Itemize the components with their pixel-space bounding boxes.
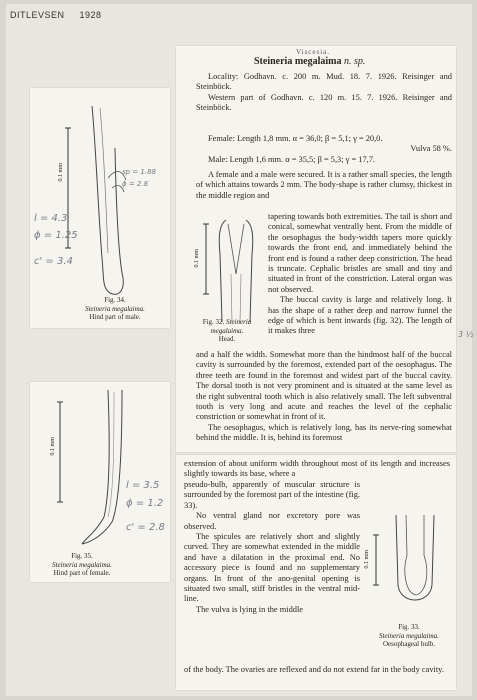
fig35-note-phi: ϕ = 1.2 <box>126 498 164 509</box>
paragraph-1a: A female and a male were secured. It is a rather small species, the length of which attains towards 2 mm. The body-shape is rather clumsy, thickest in the middle region and <box>196 170 452 200</box>
text-card-upper <box>176 46 456 452</box>
fig35-note-c: c' = 2.8 <box>126 522 165 533</box>
fig32-caption-number: Fig. 32. <box>202 318 225 326</box>
paragraph-1b: tapering towards both extremities. The tail is short and conical, somewhat ventrally bent. From the middle of the oesophagus the body-width tapers more quickly towards the front end, and immediately behind the front end is found a rather deep constriction. The head is truncate. Cephalic bristles are small and tiny and situated in front of the constriction. Lateral organ was not observed. <box>268 212 452 294</box>
fig33-caption <box>366 623 452 649</box>
fig34-caption-number: Fig. 34. <box>104 296 126 304</box>
female-measure: Female: Length 1,8 mm. α = 36,0; β = 5,1; γ = 20,0. <box>208 134 383 143</box>
fig32-caption-desc: Head. <box>218 335 236 344</box>
fig32-drawing <box>198 214 258 324</box>
paragraph-2b: and a half the width. Somewhat more than the hindmost half of the buccal cavity is surrounded by the foremost, extended part of the oesophagus. The three teeth are found in the foremost and widest part of the buccal cavity. The dorsal tooth is not very prominent and is situated at the same level as the right subventral tooth which is also relatively small. The left subventral tooth is very long and acute and reaches the level of the cephalic constriction or somewhat in front of it. <box>196 350 452 422</box>
vulva-measure: Vulva 58 %. <box>410 144 452 154</box>
fig32-caption <box>194 318 260 344</box>
fig33-caption-number: Fig. 33. <box>398 623 420 631</box>
fig34-note-sp: sp = 1.88 <box>122 168 156 176</box>
fig32-scale-label: 0.1 mm <box>193 249 200 268</box>
paragraph-5: No ventral gland nor excretory pore was observed. <box>184 511 360 531</box>
locality-2: Western part of Godhavn. c. 120 m. 15. 7. 1926. Reisinger and Steinböck. <box>196 92 452 113</box>
species-suffix: n. sp. <box>343 56 366 67</box>
paragraph-4b: pseudo-bulb, apparently of muscular structure is surrounded by the foremost part of the intestine (fig. 33). <box>184 480 360 510</box>
locality-1: Locality: Godhavn. c. 200 m. Mud. 18. 7. 1926. Reisinger and Steinböck. <box>196 72 452 92</box>
paragraph-7a: The vulva is lying in the middle <box>196 604 303 614</box>
fig33-caption-species: Steineria megalaima. <box>379 631 439 640</box>
figure-card-35 <box>30 382 170 582</box>
fig34-note-phi: ϕ = 1.25 <box>34 230 78 241</box>
fig35-scale-label: 0.1 mm <box>49 437 56 456</box>
fig34-note-l: l = 4.3 <box>34 213 68 224</box>
fig34-note-sp2: ϕ = 2.8 <box>122 180 149 188</box>
locality-block <box>196 72 452 114</box>
fig32-caption-species: Steineria megalaima. <box>210 318 252 335</box>
fig35-caption-desc: Hind part of female. <box>53 569 111 578</box>
fig34-caption-desc: Hind part of male. <box>89 313 141 322</box>
fig35-note-l: l = 3.5 <box>126 480 160 491</box>
fig33-caption-desc: Oesophageal bulb. <box>382 640 436 649</box>
measurement-block <box>196 134 452 165</box>
fig34-caption-species: Steineria megalaima. <box>85 304 145 313</box>
paragraph-7b: of the body. The ovaries are reflexed and do not extend far in the body cavity. <box>184 665 444 674</box>
fig33-drawing <box>376 515 446 615</box>
family-fragment: Viscesia. <box>296 48 331 56</box>
paragraph-7-full <box>184 665 450 675</box>
fig35-caption-species: Steineria megalaima. <box>52 560 112 569</box>
running-header <box>10 10 102 20</box>
header-year: 1928 <box>79 10 102 20</box>
fig35-caption-number: Fig. 35. <box>71 552 93 560</box>
species-name: Steineria megalaima <box>254 56 342 67</box>
paragraph-1-full <box>196 170 452 201</box>
header-author: DITLEVSEN <box>10 10 65 20</box>
paragraph-wrap-block <box>268 212 452 337</box>
paragraph-4-full <box>184 459 450 480</box>
species-title <box>254 56 365 67</box>
margin-note: 3 ½ <box>458 330 474 339</box>
fig34-note-c: c' = 3.4 <box>34 256 73 267</box>
paragraph-6: The spicules are relatively short and slightly curved. They are somewhat extended in the middle and have a dilatation in the proximal end. No accessory piece is found and no supplementary organs. In front of the ano-genital opening is situated two small, stiff bristles in the ventral mid-line. <box>184 532 360 604</box>
lower-wrap-block <box>184 480 360 615</box>
fig34-caption <box>70 296 160 322</box>
paragraph-2a: The buccal cavity is large and relatively long. It has the shape of a rather deep and narrow funnel the edge of which is bent inwards (fig. 32). The length of it makes three <box>268 295 452 336</box>
fig34-scale-label: 0.1 mm <box>57 163 64 182</box>
fig35-caption <box>32 552 132 578</box>
paragraph-full-block <box>196 350 452 444</box>
paragraph-4a: extension of about uniform width throughout most of its length and increases slightly towards its base, where a <box>184 459 450 479</box>
paragraph-3: The oesophagus, which is relatively long, has its nerve-ring somewhat behind the middle. It is, behind its foremost <box>196 422 452 443</box>
fig33-scale-label: 0.1 mm <box>363 550 370 569</box>
fig34-drawing <box>30 88 170 328</box>
male-measure: Male: Length 1,6 mm. α = 35,5; β = 5,3; γ = 17,7. <box>208 154 376 164</box>
text-card-lower <box>176 455 456 690</box>
figure-card-34 <box>30 88 170 328</box>
